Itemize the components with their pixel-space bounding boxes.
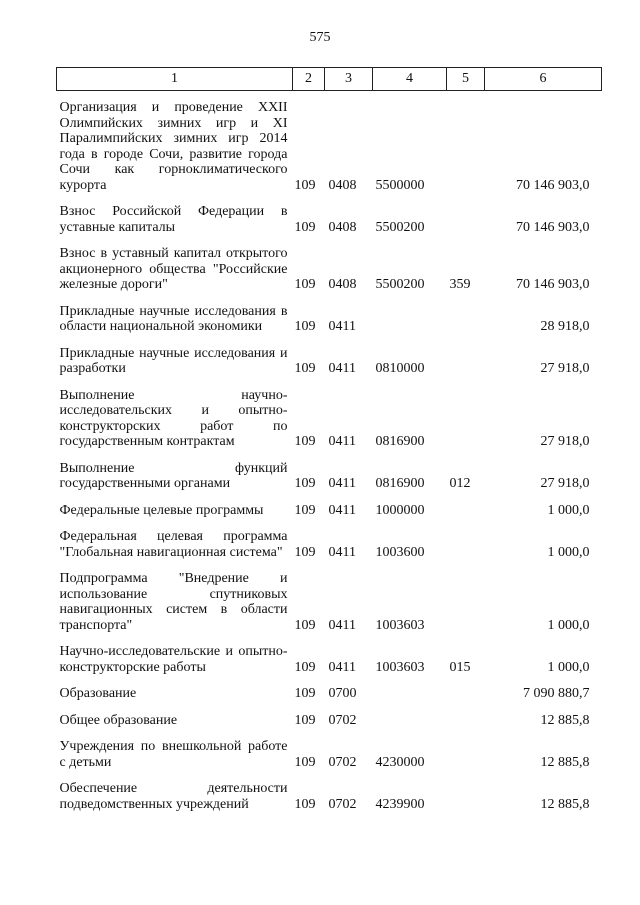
row-expense-code — [447, 91, 485, 198]
row-amount: 1 000,0 — [547, 502, 590, 518]
row-target-code — [373, 297, 447, 339]
row-section-code: 0411 — [328, 502, 356, 518]
row-name: Выполнение функций государственными органами — [59, 460, 288, 491]
row-section-code: 0408 — [328, 277, 357, 292]
table-row — [57, 454, 602, 496]
table-row — [57, 774, 602, 816]
row-amount: 12 885,8 — [540, 754, 590, 770]
table-row — [57, 706, 602, 733]
row-ministry-code: 109 — [294, 712, 316, 728]
row-amount: 27 918,0 — [540, 434, 590, 449]
row-name: Учреждения по внешкольной работе с детьми — [59, 739, 288, 770]
row-name: Общее образование — [59, 712, 178, 728]
row-amount: 70 146 903,0 — [516, 219, 590, 235]
row-section-code: 0702 — [328, 754, 357, 770]
row-ministry-code: 109 — [294, 319, 316, 334]
header-col-5: 5 — [447, 68, 485, 91]
row-target-code: 1003603 — [375, 659, 425, 675]
row-expense-code — [447, 706, 485, 733]
row-section-code: 0411 — [328, 617, 356, 633]
row-target-code: 4239900 — [375, 796, 425, 812]
row-ministry-code: 109 — [294, 277, 316, 292]
row-expense-code — [447, 381, 485, 454]
row-section-code: 0408 — [328, 219, 357, 235]
row-expense-code — [447, 679, 485, 706]
table-row — [57, 297, 602, 339]
row-ministry-code: 109 — [294, 502, 316, 518]
row-expense-code — [447, 496, 485, 523]
table-row — [57, 91, 602, 198]
budget-table — [56, 67, 602, 816]
row-name: Федеральные целевые программы — [59, 502, 264, 518]
row-target-code: 0810000 — [375, 361, 425, 376]
row-expense-code — [447, 564, 485, 637]
header-row — [57, 68, 602, 91]
row-name: Прикладные научные исследования и разработки — [59, 345, 288, 376]
row-section-code: 0411 — [328, 544, 356, 560]
row-amount: 27 918,0 — [540, 476, 590, 491]
table-row — [57, 564, 602, 637]
row-ministry-code: 109 — [294, 617, 316, 633]
table-row — [57, 732, 602, 774]
header-col-1: 1 — [57, 68, 293, 91]
row-section-code: 0411 — [328, 434, 356, 449]
row-section-code: 0411 — [328, 659, 356, 675]
table-body — [57, 91, 602, 817]
row-target-code: 1003603 — [375, 617, 425, 633]
row-target-code: 0816900 — [375, 476, 425, 491]
row-expense-code: 015 — [449, 659, 471, 675]
row-amount: 12 885,8 — [540, 712, 590, 728]
row-section-code: 0411 — [328, 476, 356, 491]
row-section-code: 0702 — [328, 712, 357, 728]
row-ministry-code: 109 — [294, 686, 316, 701]
row-amount: 1 000,0 — [547, 544, 590, 560]
row-expense-code — [447, 339, 485, 381]
header-col-2: 2 — [293, 68, 325, 91]
row-expense-code — [447, 197, 485, 239]
row-ministry-code: 109 — [294, 754, 316, 770]
row-section-code: 0700 — [328, 686, 357, 701]
row-target-code: 5500000 — [375, 177, 425, 193]
row-ministry-code: 109 — [294, 796, 316, 812]
header-col-3: 3 — [325, 68, 373, 91]
page-number: 575 — [309, 30, 331, 45]
row-ministry-code: 109 — [294, 177, 316, 193]
row-name: Федеральная целевая программа "Глобальная навигационная система" — [59, 529, 288, 560]
row-ministry-code: 109 — [294, 659, 316, 675]
row-amount: 7 090 880,7 — [523, 686, 590, 701]
row-ministry-code: 109 — [294, 544, 316, 560]
row-name: Обеспечение деятельности подведомственных учреждений — [59, 781, 288, 812]
row-section-code: 0408 — [328, 177, 357, 193]
row-name: Подпрограмма "Внедрение и использование спутниковых навигационных систем в области транспорта" — [59, 571, 288, 633]
row-section-code: 0702 — [328, 796, 357, 812]
row-name: Образование — [59, 686, 137, 701]
table-row — [57, 679, 602, 706]
row-target-code: 0816900 — [375, 434, 425, 449]
row-section-code: 0411 — [328, 361, 356, 376]
row-name: Прикладные научные исследования в области национальной экономики — [59, 303, 288, 334]
row-ministry-code: 109 — [294, 361, 316, 376]
row-target-code: 1000000 — [375, 502, 425, 518]
row-target-code: 5500200 — [375, 277, 425, 292]
table-row — [57, 239, 602, 297]
row-section-code: 0411 — [328, 319, 356, 334]
row-expense-code: 012 — [449, 476, 471, 491]
table-row — [57, 496, 602, 523]
table-row — [57, 522, 602, 564]
row-expense-code — [447, 297, 485, 339]
row-target-code: 4230000 — [375, 754, 425, 770]
row-target-code — [373, 706, 447, 733]
row-ministry-code: 109 — [294, 434, 316, 449]
row-amount: 70 146 903,0 — [516, 177, 590, 193]
row-amount: 28 918,0 — [540, 319, 590, 334]
row-expense-code — [447, 774, 485, 816]
row-target-code — [373, 679, 447, 706]
table-row — [57, 381, 602, 454]
header-col-4: 4 — [373, 68, 447, 91]
row-name: Научно-исследовательские и опытно-конструкторские работы — [59, 644, 288, 675]
row-name: Организация и проведение XXII Олимпийских зимних игр и XI Паралимпийских зимних игр 2014 года в городе Сочи, развитие города Сочи как горноклиматического курорта — [59, 100, 288, 193]
row-expense-code — [447, 522, 485, 564]
table-row — [57, 637, 602, 679]
row-name: Взнос в уставный капитал открытого акционерного общества "Российские железные дороги" — [59, 246, 288, 292]
row-target-code: 5500200 — [375, 219, 425, 235]
row-amount: 12 885,8 — [540, 796, 590, 812]
row-amount: 1 000,0 — [547, 659, 590, 675]
table-row — [57, 197, 602, 239]
row-ministry-code: 109 — [294, 219, 316, 235]
row-amount: 70 146 903,0 — [516, 277, 590, 292]
table-row — [57, 339, 602, 381]
row-amount: 27 918,0 — [540, 361, 590, 376]
row-name: Взнос Российской Федерации в уставные капиталы — [59, 204, 288, 235]
row-amount: 1 000,0 — [547, 617, 590, 633]
row-expense-code — [447, 732, 485, 774]
row-expense-code: 359 — [449, 277, 471, 292]
row-name: Выполнение научно-исследовательских и опытно-конструкторских работ по государственным контрактам — [59, 387, 288, 449]
header-col-6: 6 — [485, 68, 602, 91]
row-ministry-code: 109 — [294, 476, 316, 491]
row-target-code: 1003600 — [375, 544, 425, 560]
